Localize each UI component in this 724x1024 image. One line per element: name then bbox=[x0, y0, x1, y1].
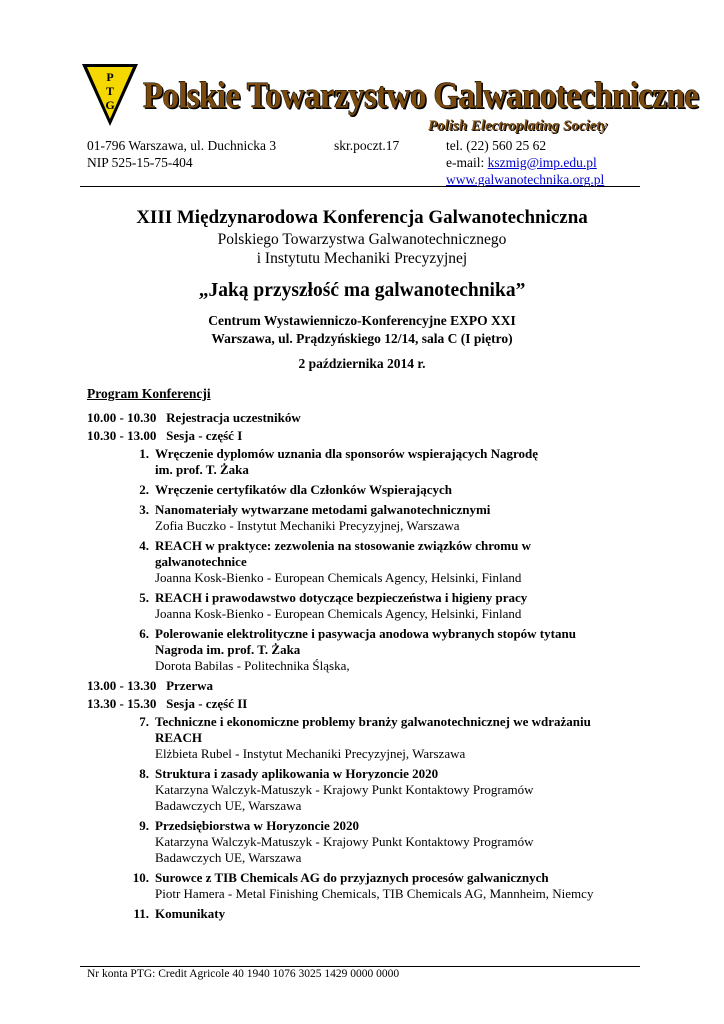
nip: NIP 525-15-75-404 bbox=[87, 155, 193, 170]
schedule-slot bbox=[87, 428, 647, 444]
program-item bbox=[87, 906, 647, 922]
program-item bbox=[87, 502, 647, 534]
item-title: Polerowanie elektrolityczne i pasywacja anodowa wybranych stopów tytanu bbox=[155, 626, 576, 641]
item-number: 8. bbox=[139, 766, 149, 781]
item-title: Komunikaty bbox=[155, 906, 226, 921]
item-speaker: Badawczych UE, Warszawa bbox=[155, 850, 302, 865]
item-speaker: Piotr Hamera - Metal Finishing Chemicals, TIB Chemicals AG, Mannheim, Niemcy bbox=[155, 886, 594, 901]
slot-label: Sesja - część II bbox=[166, 696, 248, 711]
conference-subtitle-1: Polskiego Towarzystwa Galwanotechnicznego bbox=[217, 231, 507, 248]
schedule-slot bbox=[87, 696, 647, 712]
item-title: REACH w praktyce: zezwolenia na stosowanie związków chromu w bbox=[155, 538, 532, 553]
conference-title: XIII Międzynarodowa Konferencja Galwanotechniczna bbox=[136, 207, 588, 228]
logo-letter-p: P bbox=[106, 70, 114, 84]
slot-time: 10.00 - 10.30 bbox=[87, 410, 157, 425]
email-link[interactable]: kszmig@imp.edu.pl bbox=[487, 155, 597, 170]
item-title: Wręczenie certyfikatów dla Członków Wspierających bbox=[155, 482, 453, 497]
item-speaker: Katarzyna Walczyk-Matuszyk - Krajowy Punkt Kontaktowy Programów bbox=[155, 834, 534, 849]
item-title: Nagroda im. prof. T. Żaka bbox=[155, 642, 301, 657]
program-item bbox=[87, 538, 647, 586]
item-title: REACH i prawodawstwo dotyczące bezpieczeństwa i higieny pracy bbox=[155, 590, 528, 605]
item-number: 6. bbox=[139, 626, 149, 641]
item-speaker: Dorota Babilas - Politechnika Śląska, bbox=[155, 658, 350, 673]
item-title: Wręczenie dyplomów uznania dla sponsorów wspierających Nagrodę bbox=[155, 446, 539, 461]
society-name: Polskie Towarzystwo Galwanotechniczne bbox=[143, 76, 699, 117]
venue-address: Warszawa, ul. Prądzyńskiego 12/14, sala C (I piętro) bbox=[211, 331, 513, 346]
email-label: e-mail: bbox=[446, 155, 488, 170]
po-box: skr.poczt.17 bbox=[334, 138, 400, 153]
program-item bbox=[87, 870, 647, 902]
phone: tel. (22) 560 25 62 bbox=[446, 138, 547, 153]
program-item bbox=[87, 714, 647, 762]
program-item bbox=[87, 590, 647, 622]
item-title: galwanotechnice bbox=[155, 554, 247, 569]
slot-label: Rejestracja uczestników bbox=[166, 410, 301, 425]
footer-divider bbox=[80, 966, 640, 967]
conference-title-block bbox=[0, 206, 724, 268]
slot-label: Sesja - część I bbox=[166, 428, 243, 443]
bank-account: Nr konta PTG: Credit Agricole 40 1940 1076 3025 1429 0000 0000 bbox=[87, 968, 400, 980]
item-number: 10. bbox=[132, 870, 149, 885]
conference-motto: „Jaką przyszłość ma galwanotechnika” bbox=[198, 280, 526, 301]
logo-letter-g: G bbox=[105, 98, 115, 112]
program-item bbox=[87, 626, 647, 674]
item-title: Struktura i zasady aplikowania w Horyzoncie 2020 bbox=[155, 766, 439, 781]
program-item bbox=[87, 482, 647, 498]
slot-time: 13.00 - 13.30 bbox=[87, 678, 157, 693]
item-speaker: Elżbieta Rubel - Instytut Mechaniki Precyzyjnej, Warszawa bbox=[155, 746, 466, 761]
schedule-slot bbox=[87, 410, 647, 426]
contact-block bbox=[446, 137, 604, 188]
slot-time: 10.30 - 13.00 bbox=[87, 428, 157, 443]
ptg-logo bbox=[80, 62, 140, 128]
item-speaker: Badawczych UE, Warszawa bbox=[155, 798, 302, 813]
item-number: 4. bbox=[139, 538, 149, 553]
program-item bbox=[87, 818, 647, 866]
item-title: Surowce z TIB Chemicals AG do przyjaznych procesów galwanicznych bbox=[155, 870, 549, 885]
program-schedule bbox=[87, 410, 647, 926]
item-title: Techniczne i ekonomiczne problemy branży galwanotechnicznej we wdrażaniu bbox=[155, 714, 591, 729]
item-number: 1. bbox=[139, 446, 149, 461]
program-item bbox=[87, 446, 647, 478]
logo-letter-t: T bbox=[105, 84, 115, 98]
item-speaker: Zofia Buczko - Instytut Mechaniki Precyzyjnej, Warszawa bbox=[155, 518, 460, 533]
item-number: 5. bbox=[139, 590, 149, 605]
item-number: 3. bbox=[139, 502, 149, 517]
program-item bbox=[87, 766, 647, 814]
email-line bbox=[446, 154, 604, 171]
address: 01-796 Warszawa, ul. Duchnicka 3 bbox=[87, 138, 277, 153]
item-speaker: Joanna Kosk-Bienko - European Chemicals Agency, Helsinki, Finland bbox=[155, 570, 522, 585]
society-name-en: Polish Electroplating Society bbox=[428, 118, 608, 134]
conference-subtitle-2: i Instytutu Mechaniki Precyzyjnej bbox=[256, 250, 468, 267]
item-number: 2. bbox=[139, 482, 149, 497]
header-divider bbox=[80, 186, 640, 187]
item-title: im. prof. T. Żaka bbox=[155, 462, 249, 477]
item-title: Przedsiębiorstwa w Horyzoncie 2020 bbox=[155, 818, 359, 833]
address-block bbox=[87, 137, 276, 171]
item-number: 7. bbox=[139, 714, 149, 729]
conference-date: 2 października 2014 r. bbox=[298, 356, 426, 371]
item-title: REACH bbox=[155, 730, 202, 745]
slot-label: Przerwa bbox=[166, 678, 214, 693]
schedule-slot bbox=[87, 678, 647, 694]
venue-name: Centrum Wystawienniczo-Konferencyjne EXPO XXI bbox=[208, 313, 516, 328]
item-speaker: Joanna Kosk-Bienko - European Chemicals Agency, Helsinki, Finland bbox=[155, 606, 522, 621]
item-number: 11. bbox=[133, 906, 149, 921]
website-link[interactable]: www.galwanotechnika.org.pl bbox=[446, 172, 605, 187]
item-number: 9. bbox=[139, 818, 149, 833]
item-speaker: Katarzyna Walczyk-Matuszyk - Krajowy Punkt Kontaktowy Programów bbox=[155, 782, 534, 797]
venue-block bbox=[0, 312, 724, 348]
program-heading: Program Konferencji bbox=[87, 386, 211, 401]
item-title: Nanomateriały wytwarzane metodami galwanotechnicznymi bbox=[155, 502, 491, 517]
slot-time: 13.30 - 15.30 bbox=[87, 696, 157, 711]
